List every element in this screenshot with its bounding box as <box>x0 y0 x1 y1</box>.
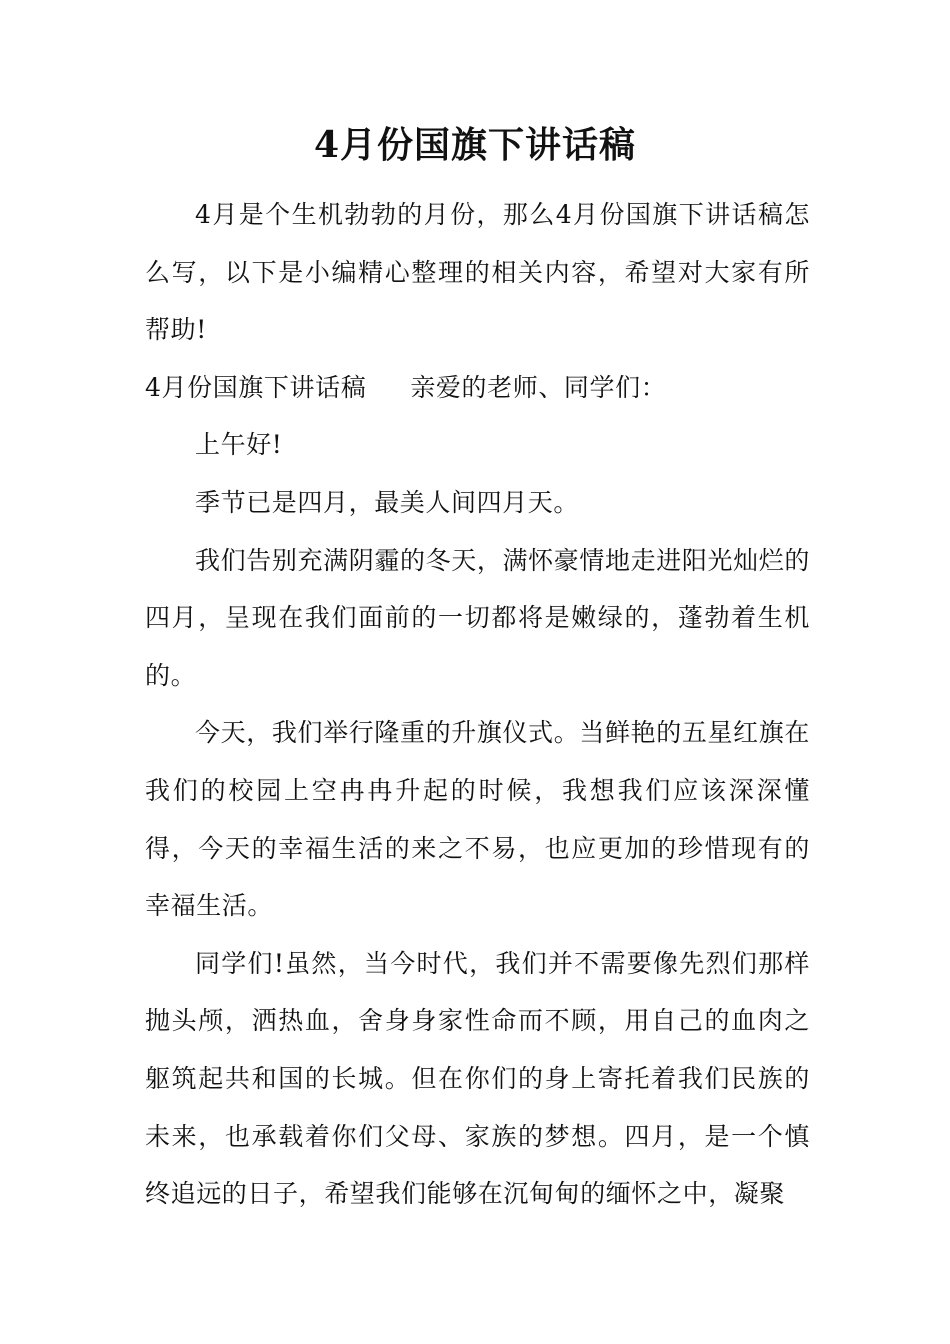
body-paragraph: 季节已是四月，最美人间四月天。 <box>195 487 580 517</box>
body-paragraph: 我们告别充满阴霾的冬天，满怀豪情地走进阳光灿烂的四月，呈现在我们面前的一切都将是嫩绿的，蓬勃着生机的。 <box>145 545 810 690</box>
section-heading: 4月份国旗下讲话稿 <box>145 372 367 402</box>
body-paragraph: 今天，我们举行隆重的升旗仪式。当鲜艳的五星红旗在我们的校园上空冉冉升起的时候，我想我们应该深深懂得，今天的幸福生活的来之不易，也应更加的珍惜现有的幸福生活。 <box>145 718 810 921</box>
document-title: 4月份国旗下讲话稿 <box>313 124 637 166</box>
salutation: 亲爱的老师、同学们： <box>410 372 667 402</box>
body-paragraph: 同学们!虽然，当今时代，我们并不需要像先烈们那样抛头颅，洒热血，舍身身家性命而不顾，用自己的血肉之躯筑起共和国的长城。但在你们的身上寄托着我们民族的未来，也承载着你们父母、家族的梦想。四月，是一个慎终追远的日子，希望我们能够在沉甸甸的缅怀之中，凝聚 <box>145 948 810 1209</box>
greeting-paragraph: 上午好! <box>195 430 283 460</box>
heading-line <box>145 359 810 417</box>
document-body <box>145 186 810 1223</box>
intro-paragraph: 4月是个生机勃勃的月份，那么4月份国旗下讲话稿怎么写，以下是小编精心整理的相关内容，希望对大家有所帮助! <box>145 200 810 345</box>
